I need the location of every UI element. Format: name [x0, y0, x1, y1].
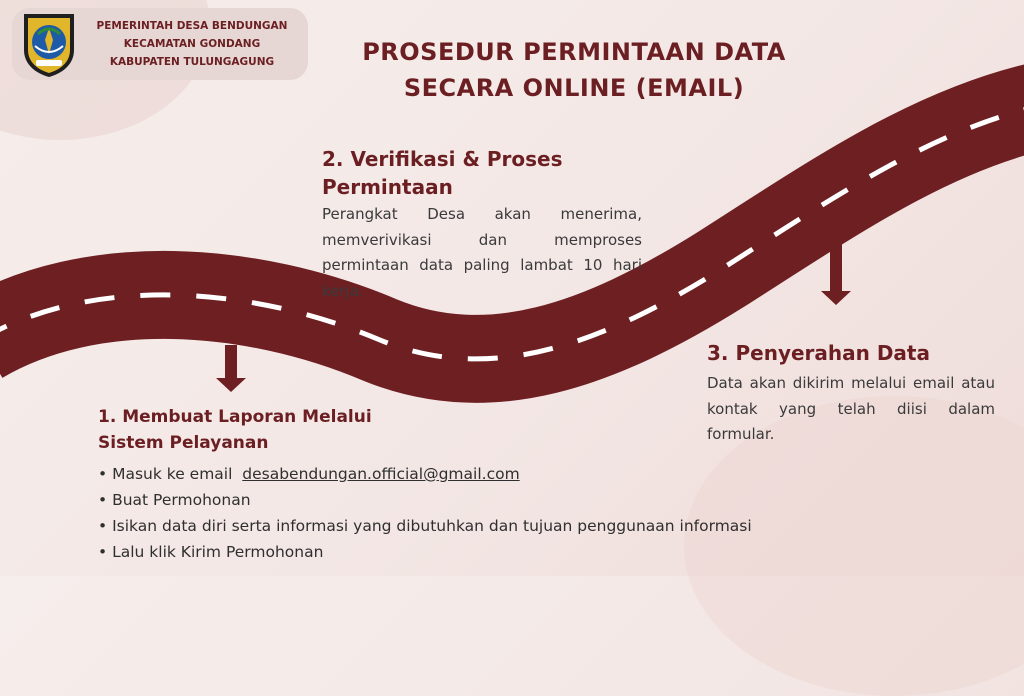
email-link[interactable]: desabendungan.official@gmail.com [242, 465, 520, 483]
page-title-line: PROSEDUR PERMINTAAN DATA [362, 38, 786, 66]
list-item [98, 461, 752, 487]
step-1-heading [98, 404, 418, 456]
bullet-glyph: • [98, 465, 108, 483]
list-item-text: Masuk ke email [112, 465, 233, 483]
list-item-text: Lalu klik Kirim Permohonan [112, 543, 324, 561]
organization-name [80, 17, 304, 71]
step-1-heading-line: Sistem Pelayanan [98, 433, 269, 453]
bullet-glyph: • [98, 517, 108, 535]
org-name-line: KABUPATEN TULUNGAGUNG [109, 56, 275, 68]
regency-emblem-icon [20, 10, 78, 78]
org-name-line: PEMERINTAH DESA BENDUNGAN [96, 20, 288, 32]
step-2-heading [322, 145, 622, 201]
bullet-glyph: • [98, 491, 108, 509]
page-title-line: SECARA ONLINE (EMAIL) [403, 74, 745, 102]
list-item [98, 539, 752, 565]
step-2-description: Perangkat Desa akan menerima, memverivikasi dan memproses permintaan data paling lambat 10 hari kerja. [322, 205, 642, 300]
org-name-line: KECAMATAN GONDANG [123, 38, 261, 50]
step-3-description: Data akan dikirim melalui email atau kontak yang telah diisi dalam formular. [707, 374, 995, 443]
list-item-text: Isikan data diri serta informasi yang dibutuhkan dan tujuan penggunaan informasi [112, 517, 752, 535]
page-title [322, 34, 826, 106]
list-item [98, 487, 752, 513]
list-item [98, 513, 752, 539]
bullet-glyph: • [98, 543, 108, 561]
arrow-down-icon [216, 345, 246, 392]
step-1-bullet-list [98, 461, 752, 565]
step-2-heading-line: Permintaan [322, 175, 453, 199]
step-2-heading-line: 2. Verifikasi & Proses [322, 147, 563, 171]
step-3-heading: 3. Penyerahan Data [707, 341, 930, 365]
list-item-text: Buat Permohonan [112, 491, 251, 509]
step-1-heading-line: 1. Membuat Laporan Melalui [98, 407, 372, 427]
